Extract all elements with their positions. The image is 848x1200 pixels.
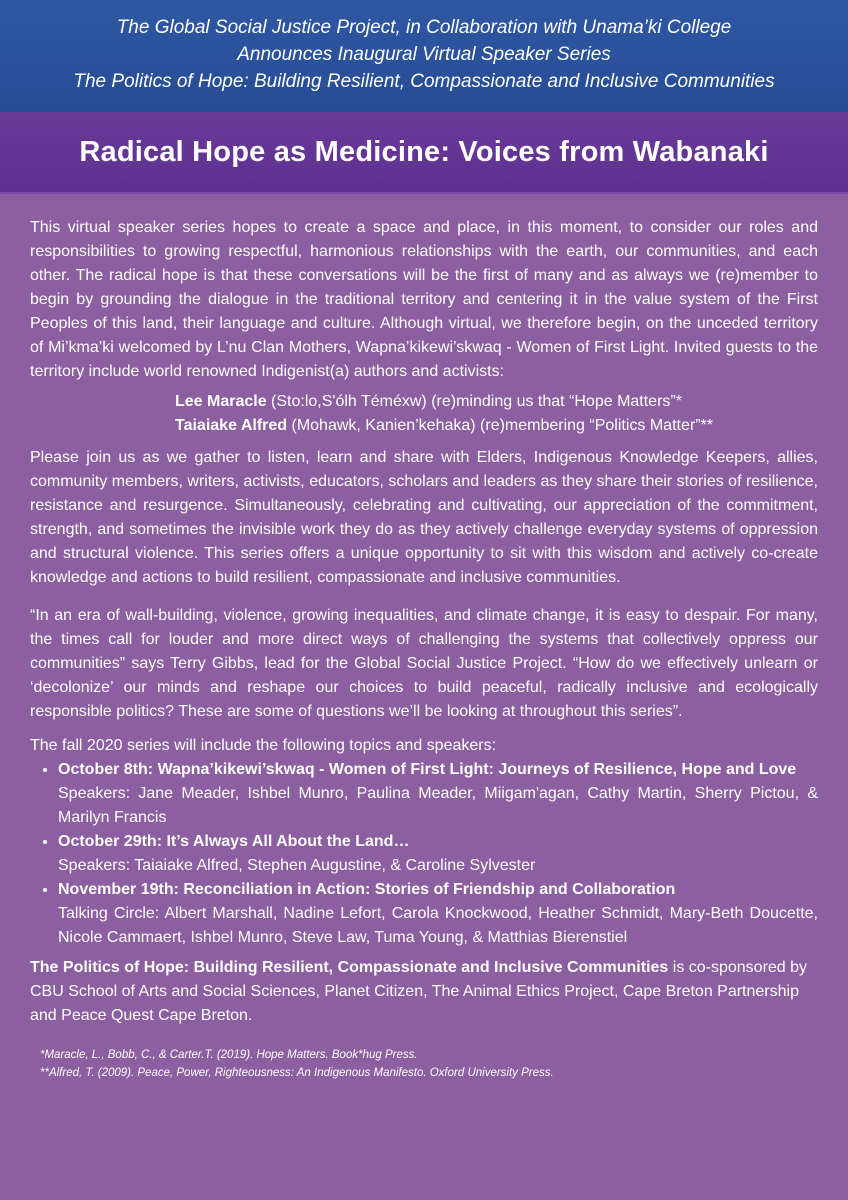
speaker-name: Taiaiake Alfred (175, 417, 288, 434)
intro-paragraph: This virtual speaker series hopes to create a space and place, in this moment, to consider our roles and responsibilities to growing respectful, harmonious relationships with the earth, our communities, and each other. The radical hope is that these conversations will be the first of many and as always we (re)member to begin by grounding the dialogue in the traditional territory and centering it in the value system of the First Peoples of this land, their language and culture. Although virtual, we therefore begin, on the unceded territory of Mi’kma’ki welcomed by L’nu Clan Mothers, Wapna’kikewi’skwaq - Women of First Light. Invited guests to the territory include world renowned Indigenist(a) authors and activists: (30, 219, 818, 380)
speaker-name: Lee Maracle (175, 393, 267, 410)
topic-title: • October 29th: It’s Always All About the Land… (58, 833, 410, 850)
header-line-2: Announces Inaugural Virtual Speaker Series (237, 44, 611, 65)
topic-speakers: Speakers: Jane Meader, Ishbel Munro, Paulina Meader, Miigam'agan, Cathy Martin, Sherry Pictou, & Marilyn Francis (58, 785, 818, 826)
body-content (0, 194, 848, 1082)
list-item (58, 878, 818, 950)
featured-speaker (175, 414, 818, 438)
list-item (58, 758, 818, 830)
topic-title: • November 19th: Reconciliation in Action: Stories of Friendship and Collaboration (58, 881, 676, 898)
speaker-detail: (Mohawk, Kanien’kehaka) (re)membering “Politics Matter”** (287, 417, 713, 434)
featured-speaker (175, 390, 818, 414)
title-bar (0, 112, 848, 194)
footnote: **Alfred, T. (2009). Peace, Power, Righteousness: An Indigenous Manifesto. Oxford University Press. (40, 1067, 554, 1079)
sponsor-series-name: The Politics of Hope: Building Resilient, Compassionate and Inclusive Communities (30, 959, 669, 976)
sponsor-text: is co-sponsored by CBU School of Arts and Social Sciences, Planet Citizen, The Animal Ethics Project, Cape Breton Partnership and Peace Quest Cape Breton. (30, 959, 808, 1024)
page-title: Radical Hope as Medicine: Voices from Wabanaki (79, 135, 769, 168)
topic-title: • October 8th: Wapna’kikewi’skwaq - Women of First Light: Journeys of Resilience, Hope and Love (58, 761, 797, 778)
footnotes (30, 1046, 818, 1082)
series-intro: The fall 2020 series will include the following topics and speakers: (30, 737, 497, 754)
header-line-1: The Global Social Justice Project, in Collaboration with Unama’ki College (116, 17, 732, 38)
speaker-detail: (Sto:lo,S'ólh Téméxw) (re)minding us that “Hope Matters”* (266, 393, 682, 410)
list-item (58, 830, 818, 878)
featured-speakers (30, 390, 818, 438)
topic-speakers: Speakers: Taiaiake Alfred, Stephen Augustine, & Caroline Sylvester (58, 857, 536, 874)
quote-paragraph: “In an era of wall-building, violence, growing inequalities, and climate change, it is easy to despair. For many, the times call for louder and more direct ways of challenging the systems that collectively oppress our communities” says Terry Gibbs, lead for the Global Social Justice Project. “How do we effectively unlearn or ‘decolonize’ our minds and reshape our choices to build peaceful, radically inclusive and ecologically responsible politics? These are some of questions we’ll be looking at throughout this series”. (30, 607, 818, 720)
join-paragraph: Please join us as we gather to listen, learn and share with Elders, Indigenous Knowledge Keepers, allies, community members, writers, activists, educators, scholars and leaders as they share their stories of resilience, resistance and resurgence. Simultaneously, celebrating and cultivating, our appreciation of the commitment, strength, and sometimes the invisible work they do as they actively challenge everyday systems of oppression and structural violence. This series offers a unique opportunity to sit with this wisdom and actively co-create knowledge and actions to build resilient, compassionate and inclusive communities. (30, 449, 818, 586)
footnote: *Maracle, L., Bobb, C., & Carter.T. (2019). Hope Matters. Book*hug Press. (40, 1049, 418, 1061)
topics-list (30, 758, 818, 950)
sponsor-paragraph (30, 956, 818, 1028)
header-line-3: The Politics of Hope: Building Resilient, Compassionate and Inclusive Communities (73, 71, 775, 92)
topic-speakers: Talking Circle: Albert Marshall, Nadine Lefort, Carola Knockwood, Heather Schmidt, Mary-Beth Doucette, Nicole Cammaert, Ishbel Munro, Steve Law, Tuma Young, & Matthias Bierenstiel (58, 905, 818, 946)
header-banner (0, 0, 848, 112)
